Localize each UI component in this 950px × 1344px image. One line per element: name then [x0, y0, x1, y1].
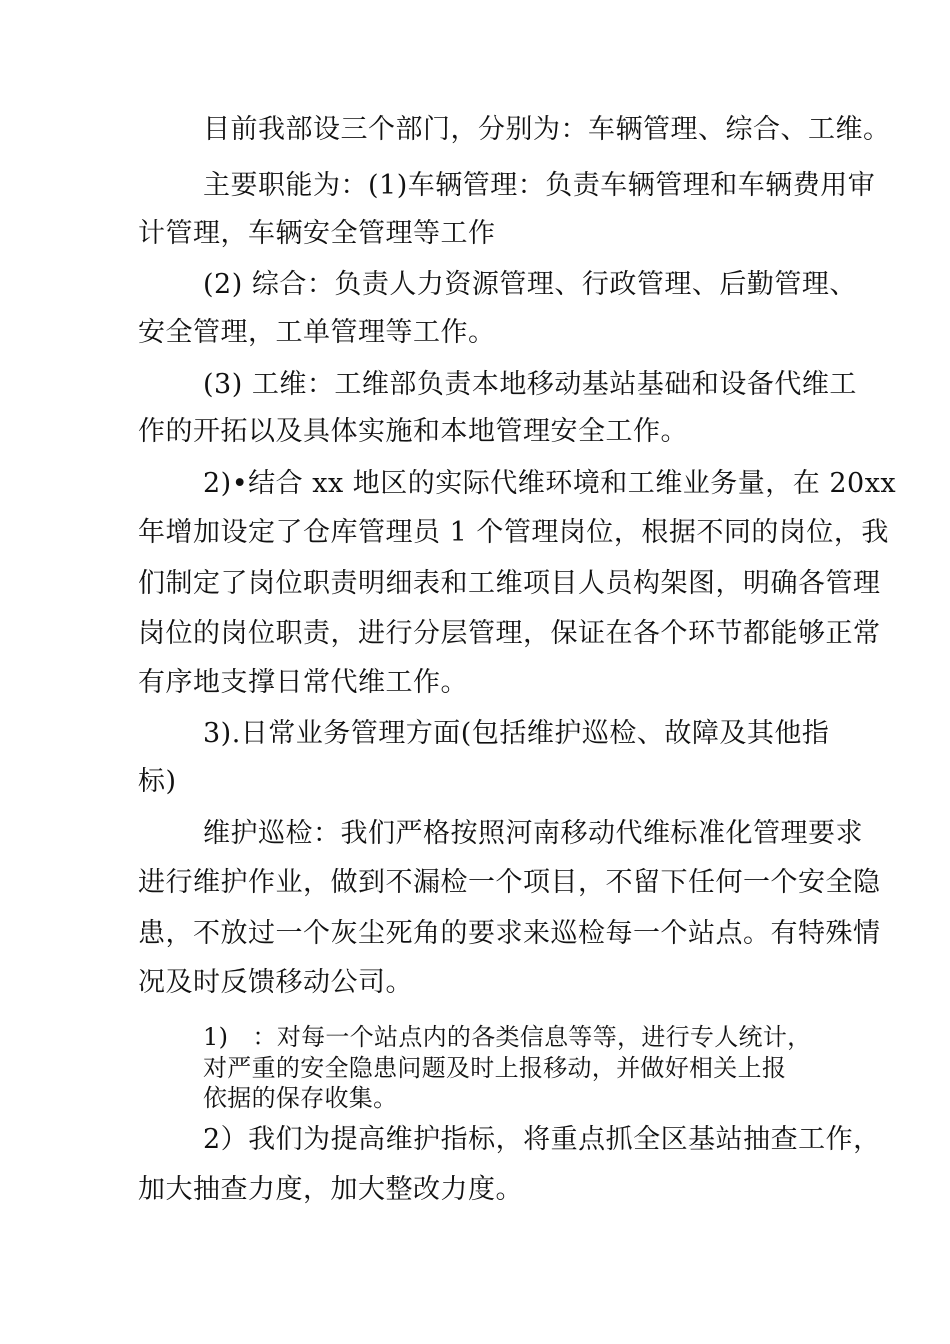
- text-line: (3) 工维：工维部负责本地移动基站基础和设备代维工: [203, 369, 857, 400]
- text-line: (2) 综合：负责人力资源管理、行政管理、后勤管理、: [203, 269, 857, 300]
- text-line: 1) ：对每一个站点内的各类信息等等，进行专人统计，: [203, 1023, 812, 1051]
- text-line: 作的开拓以及具体实施和本地管理安全工作。: [138, 416, 688, 447]
- text-line: 主要职能为：(1)车辆管理：负责车辆管理和车辆费用审: [203, 170, 876, 201]
- text-line: 进行维护作业，做到不漏检一个项目，不留下任何一个安全隐: [138, 867, 881, 898]
- text-line: 3).日常业务管理方面(包括维护巡检、故障及其他指: [203, 718, 830, 749]
- text-line: 2）我们为提高维护指标，将重点抓全区基站抽查工作，: [203, 1124, 881, 1155]
- text-line: 对严重的安全隐患问题及时上报移动，并做好相关上报: [203, 1054, 787, 1082]
- text-line: 们制定了岗位职责明细表和工维项目人员构架图，明确各管理: [138, 568, 881, 599]
- text-line: 岗位的岗位职责，进行分层管理，保证在各个环节都能够正常: [138, 618, 881, 649]
- text-line: 况及时反馈移动公司。: [138, 967, 413, 998]
- text-line: 患，不放过一个灰尘死角的要求来巡检每一个站点。有特殊情: [138, 918, 881, 949]
- text-line: 2)•结合 xx 地区的实际代维环境和工维业务量，在 20xx: [203, 468, 897, 499]
- text-line: 年增加设定了仓库管理员 1 个管理岗位，根据不同的岗位，我: [138, 517, 889, 548]
- text-line: 计管理，车辆安全管理等工作: [138, 218, 496, 249]
- text-line: 维护巡检：我们严格按照河南移动代维标准化管理要求: [203, 818, 863, 849]
- text-line: 依据的保存收集。: [203, 1084, 398, 1112]
- text-line: 标): [138, 766, 177, 797]
- text-line: 加大抽查力度，加大整改力度。: [138, 1174, 523, 1205]
- text-line: 有序地支撑日常代维工作。: [138, 667, 468, 698]
- text-line: 目前我部设三个部门，分别为：车辆管理、综合、工维。: [203, 114, 891, 145]
- text-line: 安全管理，工单管理等工作。: [138, 317, 496, 348]
